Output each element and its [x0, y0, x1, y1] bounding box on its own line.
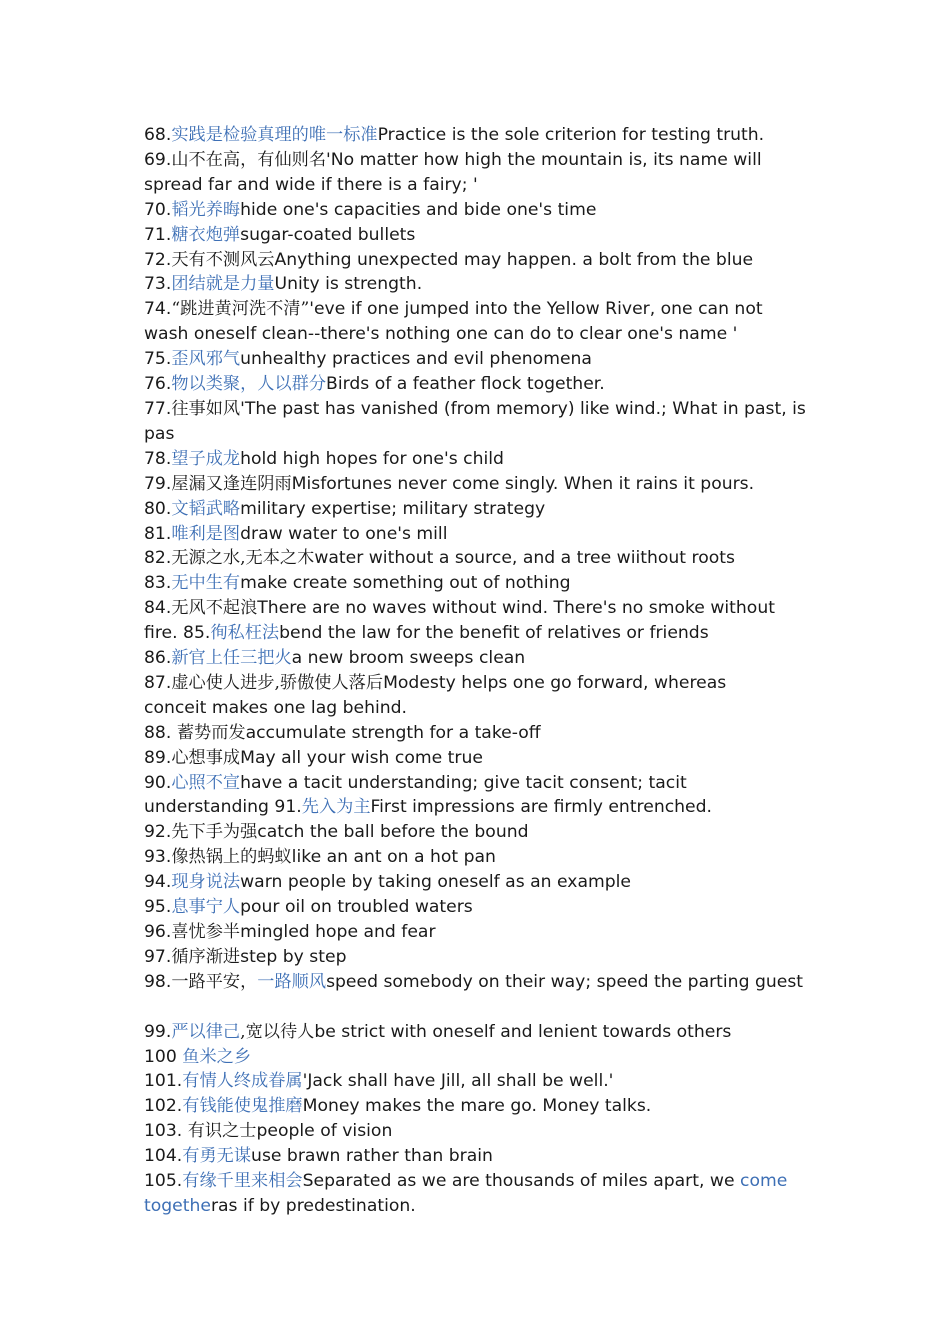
text-line — [144, 372, 820, 397]
english-text: 'No matter how high the mountain is, its name will — [326, 149, 762, 170]
english-text: 69. — [144, 149, 172, 170]
english-text: step by step — [240, 946, 347, 967]
linked-phrase[interactable]: 有钱能使鬼推磨 — [182, 1096, 303, 1117]
english-text: 71. — [144, 224, 172, 245]
english-text: Unity is strength. — [274, 274, 423, 295]
chinese-phrase: 一路平安， — [171, 971, 258, 992]
linked-phrase[interactable]: 实践是检验真理的唯一标准 — [171, 125, 378, 145]
chinese-phrase: 虚心使人进步,骄傲使人落后 — [171, 672, 384, 693]
english-text: Birds of a feather flock together. — [326, 374, 605, 395]
english-text: have a tacit understanding; give tacit consent; tacit — [240, 772, 687, 793]
english-text: 90. — [144, 772, 172, 793]
linked-phrase[interactable]: 严以律己 — [171, 1021, 241, 1042]
english-text: 94. — [144, 872, 172, 893]
chinese-phrase: 像热锅上的蚂蚁 — [171, 847, 292, 868]
linked-phrase[interactable]: 鱼米之乡 — [182, 1046, 252, 1067]
english-text: wash oneself clean--there's nothing one can do to clear one's name ' — [144, 324, 738, 345]
chinese-phrase: 有识之士 — [187, 1121, 257, 1142]
text-line — [144, 795, 820, 820]
linked-phrase[interactable]: 望子成龙 — [171, 448, 241, 469]
english-text: unhealthy practices and evil phenomena — [240, 349, 592, 370]
english-text: bend the law for the benefit of relatives or friends — [279, 623, 709, 644]
linked-phrase[interactable]: 心照不宣 — [171, 772, 241, 793]
linked-phrase[interactable]: 文韬武略 — [171, 498, 241, 519]
english-text: 99. — [144, 1021, 172, 1042]
linked-phrase[interactable]: 先入为主 — [301, 797, 371, 818]
english-text: 98. — [144, 971, 172, 992]
english-text: Anything unexpected may happen. a bolt from the blue — [274, 249, 754, 270]
text-line — [144, 596, 820, 621]
english-text: like an ant on a hot pan — [291, 847, 496, 868]
english-text: Practice is the sole criterion for testing truth. — [377, 125, 765, 145]
linked-phrase[interactable]: 歪风邪气 — [171, 349, 241, 370]
english-text: 72. — [144, 249, 172, 270]
english-text: 80. — [144, 498, 172, 519]
english-text: 96. — [144, 922, 172, 942]
english-text: 101. — [144, 1071, 183, 1092]
english-text: conceit makes one lag behind. — [144, 697, 408, 718]
linked-phrase[interactable]: 息事宁人 — [171, 897, 241, 918]
english-text: 100 — [144, 1046, 183, 1067]
text-line — [144, 297, 820, 322]
english-text: 104. — [144, 1146, 183, 1167]
english-text: 89. — [144, 747, 172, 768]
english-text: 93. — [144, 847, 172, 868]
linked-phrase[interactable]: 有情人终成眷属 — [182, 1071, 303, 1092]
text-line — [144, 820, 820, 845]
english-text: make create something out of nothing — [240, 573, 571, 594]
document-body — [144, 123, 820, 1219]
english-text: 84. — [144, 598, 172, 619]
chinese-phrase: 先下手为强 — [171, 822, 258, 843]
english-text: Misfortunes never come singly. When it rains it pours. — [291, 473, 755, 494]
text-line — [144, 497, 820, 522]
linked-phrase[interactable]: 物以类聚，人以群分 — [171, 374, 327, 395]
english-text: Money makes the mare go. Money talks. — [302, 1096, 652, 1117]
linked-phrase[interactable]: 团结就是力量 — [171, 274, 275, 295]
chinese-phrase: 无源之水,无本之木 — [171, 548, 315, 569]
text-line — [144, 621, 820, 646]
english-text: speed somebody on their way; speed the parting guest — [326, 971, 804, 992]
text-line — [144, 1169, 820, 1194]
blank-line — [144, 995, 820, 1020]
english-text: 'eve if one jumped into the Yellow River, one can not — [309, 299, 763, 320]
linked-phrase[interactable]: 有缘千里来相会 — [182, 1171, 303, 1192]
english-text: catch the ball before the bound — [257, 822, 529, 843]
text-line — [144, 1144, 820, 1169]
english-text: 73. — [144, 274, 172, 295]
linked-phrase[interactable]: 有勇无谋 — [182, 1146, 252, 1167]
chinese-phrase: 喜忧参半 — [171, 922, 241, 942]
text-line — [144, 1194, 820, 1219]
text-line — [144, 123, 820, 148]
text-line — [144, 447, 820, 472]
english-text: spread far and wide if there is a fairy; ' — [144, 174, 478, 195]
text-line — [144, 945, 820, 970]
chinese-phrase: 天有不测风云 — [171, 249, 275, 270]
text-line — [144, 248, 820, 273]
english-text: 'Jack shall have Jill, all shall be well.' — [302, 1071, 614, 1092]
english-text: military expertise; military strategy — [240, 498, 546, 519]
text-line — [144, 1045, 820, 1070]
english-text: draw water to one's mill — [240, 523, 448, 544]
text-line — [144, 696, 820, 721]
linked-phrase[interactable]: togethe — [144, 1195, 211, 1216]
chinese-phrase: 循序渐进 — [171, 946, 241, 967]
text-line — [144, 1020, 820, 1045]
english-text: pour oil on troubled waters — [240, 897, 473, 918]
text-line — [144, 920, 820, 945]
english-text: 77. — [144, 398, 172, 419]
english-text: be strict with oneself and lenient towards others — [314, 1021, 732, 1042]
linked-phrase[interactable]: 韬光养晦 — [171, 199, 241, 220]
linked-phrase[interactable]: 徇私枉法 — [210, 623, 280, 644]
linked-phrase[interactable]: come — [740, 1171, 788, 1192]
english-text: 83. — [144, 573, 172, 594]
english-text: people of vision — [256, 1121, 393, 1142]
chinese-phrase: 蓄势而发 — [176, 722, 246, 743]
text-line — [144, 845, 820, 870]
english-text: 82. — [144, 548, 172, 569]
text-line — [144, 1094, 820, 1119]
chinese-phrase: 无风不起浪 — [171, 598, 258, 619]
text-line — [144, 895, 820, 920]
text-line — [144, 671, 820, 696]
chinese-phrase: 山不在高，有仙则名 — [171, 149, 327, 170]
english-text: 87. — [144, 672, 172, 693]
chinese-phrase: ,宽以待人 — [240, 1021, 315, 1042]
chinese-phrase: “跳进黄河洗不清” — [171, 299, 310, 320]
linked-phrase[interactable]: 现身说法 — [171, 872, 241, 893]
english-text: 97. — [144, 946, 172, 967]
english-text: water without a source, and a tree wiithout roots — [314, 548, 735, 569]
text-line — [144, 646, 820, 671]
text-line — [144, 322, 820, 347]
linked-phrase[interactable]: 一路顺风 — [257, 971, 327, 992]
linked-phrase[interactable]: 糖衣炮弹 — [171, 224, 241, 245]
english-text: 81. — [144, 523, 172, 544]
english-text: warn people by taking oneself as an example — [240, 872, 631, 893]
english-text: pas — [144, 423, 175, 444]
text-line — [144, 173, 820, 198]
english-text: a new broom sweeps clean — [291, 648, 526, 669]
text-line — [144, 870, 820, 895]
english-text: Separated as we are thousands of miles apart, we — [302, 1171, 740, 1192]
text-line — [144, 721, 820, 746]
english-text: ras if by predestination. — [210, 1195, 416, 1216]
english-text: 92. — [144, 822, 172, 843]
text-line — [144, 970, 820, 995]
english-text: Modesty helps one go forward, whereas — [383, 672, 727, 693]
english-text: 88. — [144, 722, 177, 743]
text-line — [144, 397, 820, 422]
english-text: use brawn rather than brain — [251, 1146, 493, 1167]
text-line — [144, 347, 820, 372]
chinese-phrase: 往事如风 — [171, 398, 241, 419]
english-text: 86. — [144, 648, 172, 669]
text-line — [144, 1069, 820, 1094]
english-text: hide one's capacities and bide one's time — [240, 199, 597, 220]
english-text: accumulate strength for a take-off — [245, 722, 541, 743]
text-line — [144, 771, 820, 796]
english-text: 76. — [144, 374, 172, 395]
text-line — [144, 223, 820, 248]
text-line — [144, 198, 820, 223]
english-text: 75. — [144, 349, 172, 370]
text-line — [144, 422, 820, 447]
linked-phrase[interactable]: 唯利是图 — [171, 523, 241, 544]
english-text: 105. — [144, 1171, 183, 1192]
english-text: 68. — [144, 125, 172, 145]
text-line — [144, 522, 820, 547]
text-line — [144, 272, 820, 297]
chinese-phrase: 心想事成 — [171, 747, 241, 768]
english-text: 79. — [144, 473, 172, 494]
english-text: sugar-coated bullets — [240, 224, 416, 245]
english-text: mingled hope and fear — [240, 922, 436, 942]
english-text: 70. — [144, 199, 172, 220]
text-line — [144, 571, 820, 596]
text-line — [144, 1119, 820, 1144]
english-text: 95. — [144, 897, 172, 918]
english-text: hold high hopes for one's child — [240, 448, 504, 469]
english-text: fire. 85. — [144, 623, 211, 644]
english-text: 'The past has vanished (from memory) like wind.; What in past, is — [240, 398, 806, 419]
english-text: 103. — [144, 1121, 188, 1142]
chinese-phrase: 屋漏又逢连阴雨 — [171, 473, 292, 494]
english-text: 74. — [144, 299, 172, 320]
text-line — [144, 746, 820, 771]
english-text: 102. — [144, 1096, 183, 1117]
english-text: 78. — [144, 448, 172, 469]
linked-phrase[interactable]: 无中生有 — [171, 573, 241, 594]
text-line — [144, 148, 820, 173]
linked-phrase[interactable]: 新官上任三把火 — [171, 648, 292, 669]
text-line — [144, 472, 820, 497]
english-text: First impressions are firmly entrenched. — [370, 797, 713, 818]
english-text: May all your wish come true — [240, 747, 483, 768]
english-text: understanding 91. — [144, 797, 302, 818]
text-line — [144, 546, 820, 571]
english-text: There are no waves without wind. There's no smoke without — [257, 598, 775, 619]
